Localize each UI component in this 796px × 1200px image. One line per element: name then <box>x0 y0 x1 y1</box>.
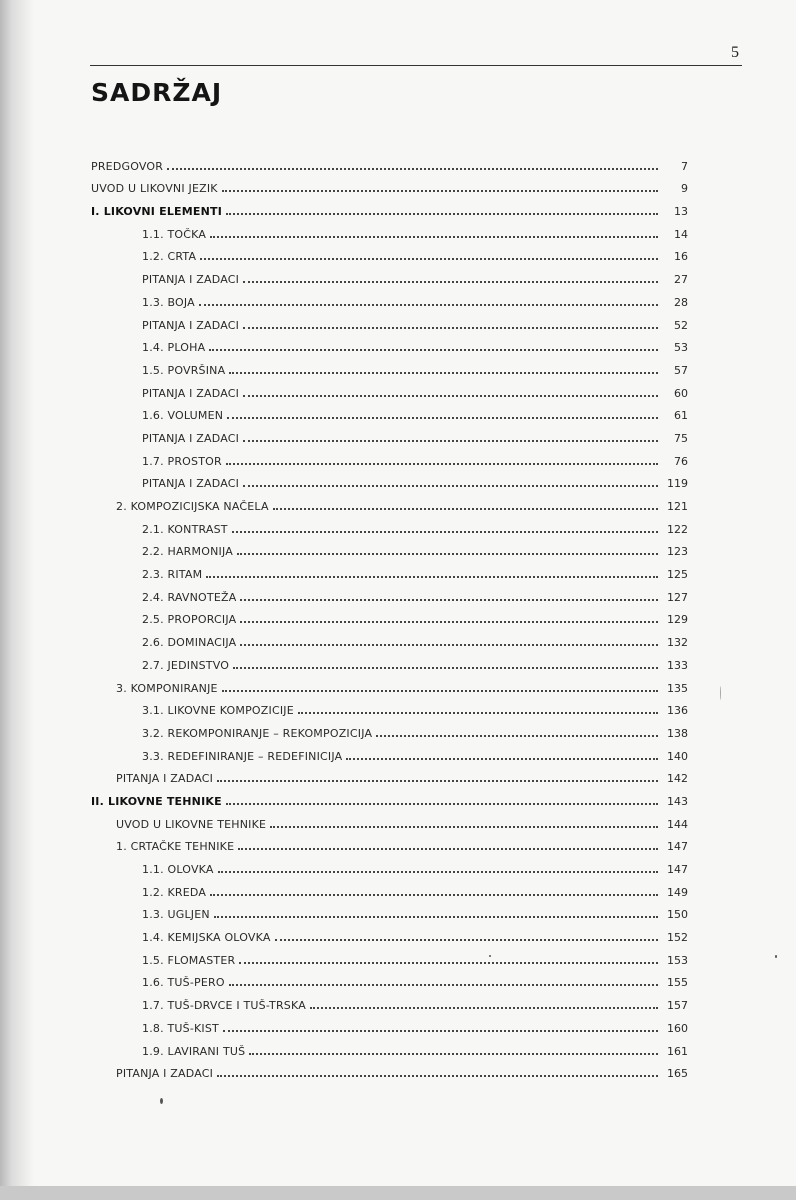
toc-entry-page: 152 <box>667 931 688 945</box>
page-title: SADRŽAJ <box>91 78 223 107</box>
toc-entry-page: 165 <box>667 1067 688 1081</box>
toc-entry <box>0 989 796 1012</box>
toc-dot-leader <box>217 1075 658 1077</box>
toc-dot-leader <box>199 304 658 306</box>
toc-entry-page: 143 <box>667 794 688 808</box>
toc-entry-page: 140 <box>667 749 688 763</box>
toc-entry <box>0 286 796 309</box>
toc-entry-label: 2.1. KONTRAST <box>142 522 228 536</box>
toc-entry <box>0 332 796 355</box>
toc-entry <box>0 808 796 831</box>
toc-entry-page: 153 <box>667 953 688 967</box>
toc-entry <box>0 1058 796 1081</box>
toc-entry <box>0 354 796 377</box>
page-number: 5 <box>731 44 739 61</box>
toc-entry-page: 157 <box>667 999 688 1013</box>
toc-dot-leader <box>376 735 658 737</box>
toc-entry-page: 133 <box>667 658 688 672</box>
toc-dot-leader <box>240 644 658 646</box>
toc-entry-label: 2.5. PROPORCIJA <box>142 613 237 627</box>
toc-entry-label: 2.6. DOMINACIJA <box>142 636 237 650</box>
toc-dot-leader <box>239 962 658 964</box>
toc-entry-label: 1.7. TUŠ-DRVCE I TUŠ-TRSKA <box>142 999 306 1013</box>
toc-dot-leader <box>167 168 658 170</box>
toc-entry <box>0 853 796 876</box>
toc-entry-label: 1.8. TUŠ-KIST <box>142 1021 219 1035</box>
scan-edge <box>0 1186 796 1200</box>
toc-entry-label: 1.2. CRTA <box>142 250 197 264</box>
toc-entry-page: 155 <box>667 976 688 990</box>
toc-entry <box>0 876 796 899</box>
toc-dot-leader <box>214 916 658 918</box>
toc-dot-leader <box>298 712 658 714</box>
paper-speck <box>775 955 777 958</box>
toc-dot-leader <box>237 553 658 555</box>
toc-entry-label: 2.4. RAVNOTEŽA <box>142 590 237 604</box>
toc-entry-page: 138 <box>667 726 688 740</box>
toc-entry-page: 135 <box>667 681 688 695</box>
toc-dot-leader <box>249 1053 658 1055</box>
toc-dot-leader <box>240 599 658 601</box>
toc-entry-page: 122 <box>667 522 688 536</box>
toc-entry-page: 7 <box>681 159 688 173</box>
toc-entry-page: 60 <box>674 386 688 400</box>
toc-entry-label: 1.5. FLOMASTER <box>142 953 236 967</box>
toc-entry-page: 28 <box>674 295 688 309</box>
toc-entry <box>0 377 796 400</box>
toc-entry-page: 160 <box>667 1021 688 1035</box>
toc-entry-page: 123 <box>667 545 688 559</box>
paper-speck <box>720 686 721 700</box>
toc-entry-page: 147 <box>667 863 688 876</box>
toc-entry <box>0 672 796 695</box>
toc-entry <box>0 740 796 763</box>
toc-dot-leader <box>229 984 658 986</box>
toc-entry <box>0 649 796 672</box>
toc-entry-label: 3.3. REDEFINIRANJE – REDEFINICIJA <box>142 749 343 763</box>
toc-entry-page: 53 <box>674 341 688 355</box>
toc-entry <box>0 490 796 513</box>
table-of-contents <box>0 150 796 1080</box>
toc-entry-page: 27 <box>674 273 688 287</box>
toc-entry-page: 52 <box>674 318 688 332</box>
toc-dot-leader <box>229 372 658 374</box>
toc-dot-leader <box>222 690 658 692</box>
toc-entry <box>0 717 796 740</box>
toc-dot-leader <box>310 1007 658 1009</box>
toc-entry-label: PREDGOVOR <box>91 159 164 173</box>
toc-entry-page: 136 <box>667 704 688 718</box>
toc-entry-label: 1.3. UGLJEN <box>142 908 210 922</box>
toc-entry-label: II. LIKOVNE TEHNIKE <box>91 794 222 808</box>
toc-entry <box>0 536 796 559</box>
toc-dot-leader <box>243 281 658 283</box>
toc-entry-page: 132 <box>667 636 688 650</box>
toc-dot-leader <box>243 395 658 397</box>
toc-entry-page: 13 <box>674 205 688 219</box>
toc-entry-page: 144 <box>667 817 688 831</box>
toc-dot-leader <box>222 190 658 192</box>
toc-entry <box>0 626 796 649</box>
toc-entry <box>0 173 796 196</box>
toc-entry <box>0 445 796 468</box>
toc-dot-leader <box>226 803 658 805</box>
toc-entry <box>0 967 796 990</box>
toc-entry-page: 61 <box>674 409 688 423</box>
toc-entry-label: PITANJA I ZADACI <box>116 772 214 786</box>
toc-dot-leader <box>243 327 658 329</box>
toc-entry-label: 1.1. OLOVKA <box>142 863 214 876</box>
toc-entry-label: PITANJA I ZADACI <box>142 477 240 491</box>
toc-entry <box>0 422 796 445</box>
toc-entry <box>0 241 796 264</box>
toc-dot-leader <box>273 508 658 510</box>
toc-entry <box>0 1012 796 1035</box>
toc-entry-page: 16 <box>674 250 688 264</box>
toc-dot-leader <box>217 780 658 782</box>
toc-entry-label: PITANJA I ZADACI <box>142 273 240 287</box>
toc-entry <box>0 195 796 218</box>
toc-entry <box>0 695 796 718</box>
toc-entry-page: 14 <box>674 227 688 241</box>
toc-entry-page: 57 <box>674 363 688 377</box>
toc-entry-label: 1.6. VOLUMEN <box>142 409 224 423</box>
toc-entry-page: 147 <box>667 840 688 854</box>
toc-dot-leader <box>209 349 658 351</box>
toc-entry-label: PITANJA I ZADACI <box>116 1067 214 1081</box>
toc-dot-leader <box>210 236 658 238</box>
toc-entry-label: 1.2. KREDA <box>142 885 207 899</box>
toc-entry-label: 1.4. KEMIJSKA OLOVKA <box>142 931 271 945</box>
header-rule <box>90 65 742 66</box>
toc-entry-page: 9 <box>681 182 688 196</box>
toc-dot-leader <box>240 621 658 623</box>
toc-entry-label: 1.7. PROSTOR <box>142 454 222 468</box>
toc-dot-leader <box>270 826 658 828</box>
toc-entry-page: 129 <box>667 613 688 627</box>
toc-entry-page: 119 <box>667 477 688 491</box>
toc-entry-page: 76 <box>674 454 688 468</box>
toc-entry <box>0 150 796 173</box>
toc-entry <box>0 263 796 286</box>
toc-entry-label: I. LIKOVNI ELEMENTI <box>91 205 223 219</box>
toc-entry-page: 150 <box>667 908 688 922</box>
toc-dot-leader <box>275 939 658 941</box>
toc-entry <box>0 1035 796 1058</box>
paper-speck <box>160 1098 163 1104</box>
toc-entry-label: 1. CRTAČKE TEHNIKE <box>116 840 235 854</box>
toc-entry <box>0 785 796 808</box>
toc-entry-page: 127 <box>667 590 688 604</box>
toc-entry <box>0 309 796 332</box>
toc-dot-leader <box>238 848 658 850</box>
toc-entry-label: 3.1. LIKOVNE KOMPOZICIJE <box>142 704 294 718</box>
toc-entry-label: PITANJA I ZADACI <box>142 431 240 445</box>
toc-dot-leader <box>232 531 658 533</box>
toc-entry <box>0 218 796 241</box>
toc-entry <box>0 513 796 536</box>
toc-entry-label: PITANJA I ZADACI <box>142 318 240 332</box>
toc-dot-leader <box>226 213 658 215</box>
toc-dot-leader <box>223 1030 658 1032</box>
toc-entry-label: 1.9. LAVIRANI TUŠ <box>142 1044 246 1058</box>
toc-entry-label: 1.1. TOČKA <box>142 227 207 241</box>
toc-entry <box>0 944 796 967</box>
toc-entry-label: 1.3. BOJA <box>142 295 195 309</box>
toc-entry <box>0 921 796 944</box>
toc-entry-label: 1.4. PLOHA <box>142 341 206 355</box>
toc-entry-label: UVOD U LIKOVNI JEZIK <box>91 182 218 196</box>
toc-entry-label: 3.2. REKOMPONIRANJE – REKOMPOZICIJA <box>142 726 373 740</box>
toc-dot-leader <box>218 871 658 873</box>
toc-dot-leader <box>243 440 658 442</box>
toc-entry <box>0 604 796 627</box>
toc-entry-page: 149 <box>667 885 688 899</box>
toc-dot-leader <box>226 463 658 465</box>
toc-entry-label: 2. KOMPOZICIJSKA NAČELA <box>116 500 269 513</box>
toc-entry <box>0 400 796 423</box>
toc-dot-leader <box>206 576 658 578</box>
toc-entry <box>0 763 796 786</box>
paper-speck <box>489 955 491 957</box>
toc-dot-leader <box>346 758 658 760</box>
toc-dot-leader <box>227 417 658 419</box>
toc-dot-leader <box>200 258 658 260</box>
toc-entry-label: PITANJA I ZADACI <box>142 386 240 400</box>
toc-entry <box>0 581 796 604</box>
toc-dot-leader <box>210 894 658 896</box>
toc-entry-label: 2.7. JEDINSTVO <box>142 658 230 672</box>
toc-entry-page: 161 <box>667 1044 688 1058</box>
toc-entry <box>0 831 796 854</box>
toc-entry <box>0 899 796 922</box>
toc-entry-label: 2.3. RITAM <box>142 568 203 582</box>
toc-dot-leader <box>233 667 658 669</box>
toc-entry-label: 1.5. POVRŠINA <box>142 363 226 377</box>
toc-entry-label: 2.2. HARMONIJA <box>142 545 233 559</box>
toc-dot-leader <box>243 485 658 487</box>
toc-entry-page: 142 <box>667 772 688 786</box>
toc-entry-page: 121 <box>667 500 688 513</box>
toc-entry <box>0 558 796 581</box>
toc-entry-page: 125 <box>667 568 688 582</box>
toc-entry-label: 3. KOMPONIRANJE <box>116 681 218 695</box>
toc-entry-label: UVOD U LIKOVNE TEHNIKE <box>116 817 267 831</box>
toc-entry-label: 1.6. TUŠ-PERO <box>142 976 225 990</box>
toc-entry-page: 75 <box>674 431 688 445</box>
toc-entry <box>0 468 796 491</box>
